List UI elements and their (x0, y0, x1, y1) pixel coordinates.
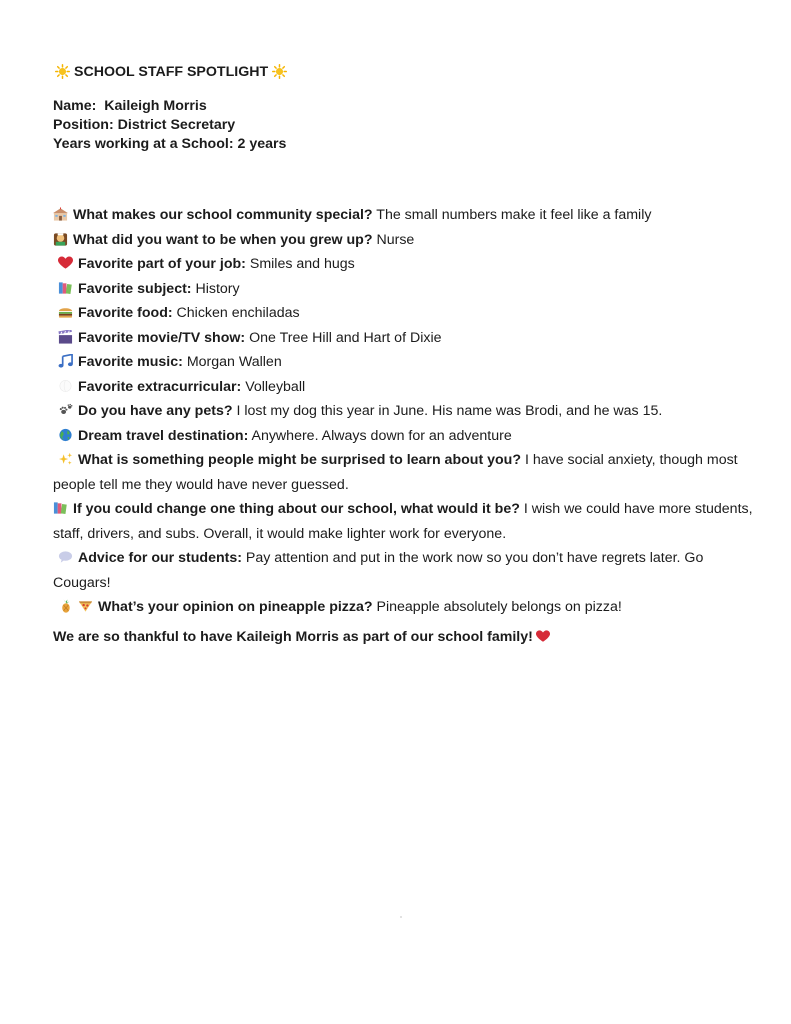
position-value: District Secretary (117, 117, 236, 133)
qa-item (53, 228, 753, 253)
years-label: Years working at a School: (53, 136, 234, 152)
question-text: Favorite movie/TV show: (78, 329, 246, 346)
sparkles-icon (58, 452, 73, 466)
answer-text: I wish we could have more students, staff, drivers, and subs. Overall, it would make lighter work for everyone. (53, 501, 753, 542)
answer-text: The small numbers make it feel like a family (376, 207, 652, 223)
position-row (53, 116, 286, 135)
qa-item (53, 252, 753, 277)
closing-message (53, 627, 550, 647)
question-text: What’s your opinion on pineapple pizza? (98, 599, 373, 615)
qa-item (53, 301, 753, 326)
question-text: Dream travel destination: (78, 427, 249, 444)
answer-text: I lost my dog this year in June. His name was Brodi, and he was 15. (236, 403, 663, 419)
answer-text: I have social anxiety, though most people tell me they would have never guessed. (53, 452, 738, 493)
name-row (53, 97, 286, 116)
question-text: Favorite part of your job: (78, 256, 246, 272)
answer-text: Nurse (376, 231, 415, 248)
profile-info (53, 97, 286, 154)
qa-item (53, 277, 753, 302)
name-value: Kaileigh Morris (104, 98, 207, 114)
question-text: If you could change one thing about our school, what would it be? (73, 501, 520, 517)
years-row (53, 135, 286, 154)
answer-text: Chicken enchiladas (176, 305, 300, 321)
qa-item (53, 203, 753, 228)
answer-text: Smiles and hugs (249, 256, 355, 272)
question-text: Favorite music: (78, 354, 183, 370)
nurse-icon (53, 232, 68, 246)
position-label: Position: (53, 117, 114, 133)
volleyball-icon (58, 379, 73, 393)
question-text: Do you have any pets? (78, 403, 233, 419)
question-text: What is something people might be surprised to learn about you? (78, 452, 521, 468)
question-text: Favorite food: (78, 305, 173, 321)
speech-bubble-icon (58, 550, 73, 564)
closing-text: We are so thankful to have Kaileigh Morris as part of our school family! (53, 629, 533, 645)
qa-item (53, 350, 753, 375)
question-text: What did you want to be when you grew up? (73, 231, 373, 248)
pineapple-icon (58, 599, 73, 613)
paw-prints-icon (58, 403, 73, 417)
qa-item (53, 497, 753, 546)
qa-item (53, 546, 753, 595)
qa-item (53, 399, 753, 424)
title-text: SCHOOL STAFF SPOTLIGHT (74, 64, 269, 80)
answer-text: Pineapple absolutely belongs on pizza! (376, 599, 622, 615)
music-note-icon (58, 354, 73, 368)
books-icon (53, 501, 68, 515)
scan-speck (400, 916, 402, 918)
question-text: What makes our school community special? (73, 207, 373, 223)
sun-icon (272, 64, 287, 79)
qa-item (53, 424, 753, 449)
question-text: Favorite extracurricular: (78, 378, 242, 395)
answer-text: Pay attention and put in the work now so you don’t have regrets later. Go Cougars! (53, 550, 704, 591)
burger-icon (58, 305, 73, 319)
globe-icon (58, 428, 73, 442)
question-text: Advice for our students: (78, 550, 242, 566)
answer-text: Morgan Wallen (186, 354, 282, 370)
page-title (55, 63, 287, 81)
years-value: 2 years (237, 136, 287, 152)
qa-item (53, 448, 753, 497)
sun-icon (55, 64, 70, 79)
qa-item (53, 595, 753, 620)
answer-text: One Tree Hill and Hart of Dixie (249, 329, 442, 346)
name-label: Name: (53, 98, 97, 114)
qa-item (53, 326, 753, 351)
heart-icon (58, 256, 73, 270)
books-icon (58, 281, 73, 295)
question-text: Favorite subject: (78, 280, 192, 297)
clapperboard-icon (58, 330, 73, 344)
qa-item (53, 375, 753, 400)
heart-icon (536, 630, 550, 643)
school-icon (53, 207, 68, 221)
answer-text: Volleyball (245, 378, 306, 395)
answer-text: Anywhere. Always down for an adventure (251, 427, 512, 444)
pizza-icon (78, 599, 93, 613)
answer-text: History (195, 280, 240, 297)
qa-list (53, 203, 753, 620)
